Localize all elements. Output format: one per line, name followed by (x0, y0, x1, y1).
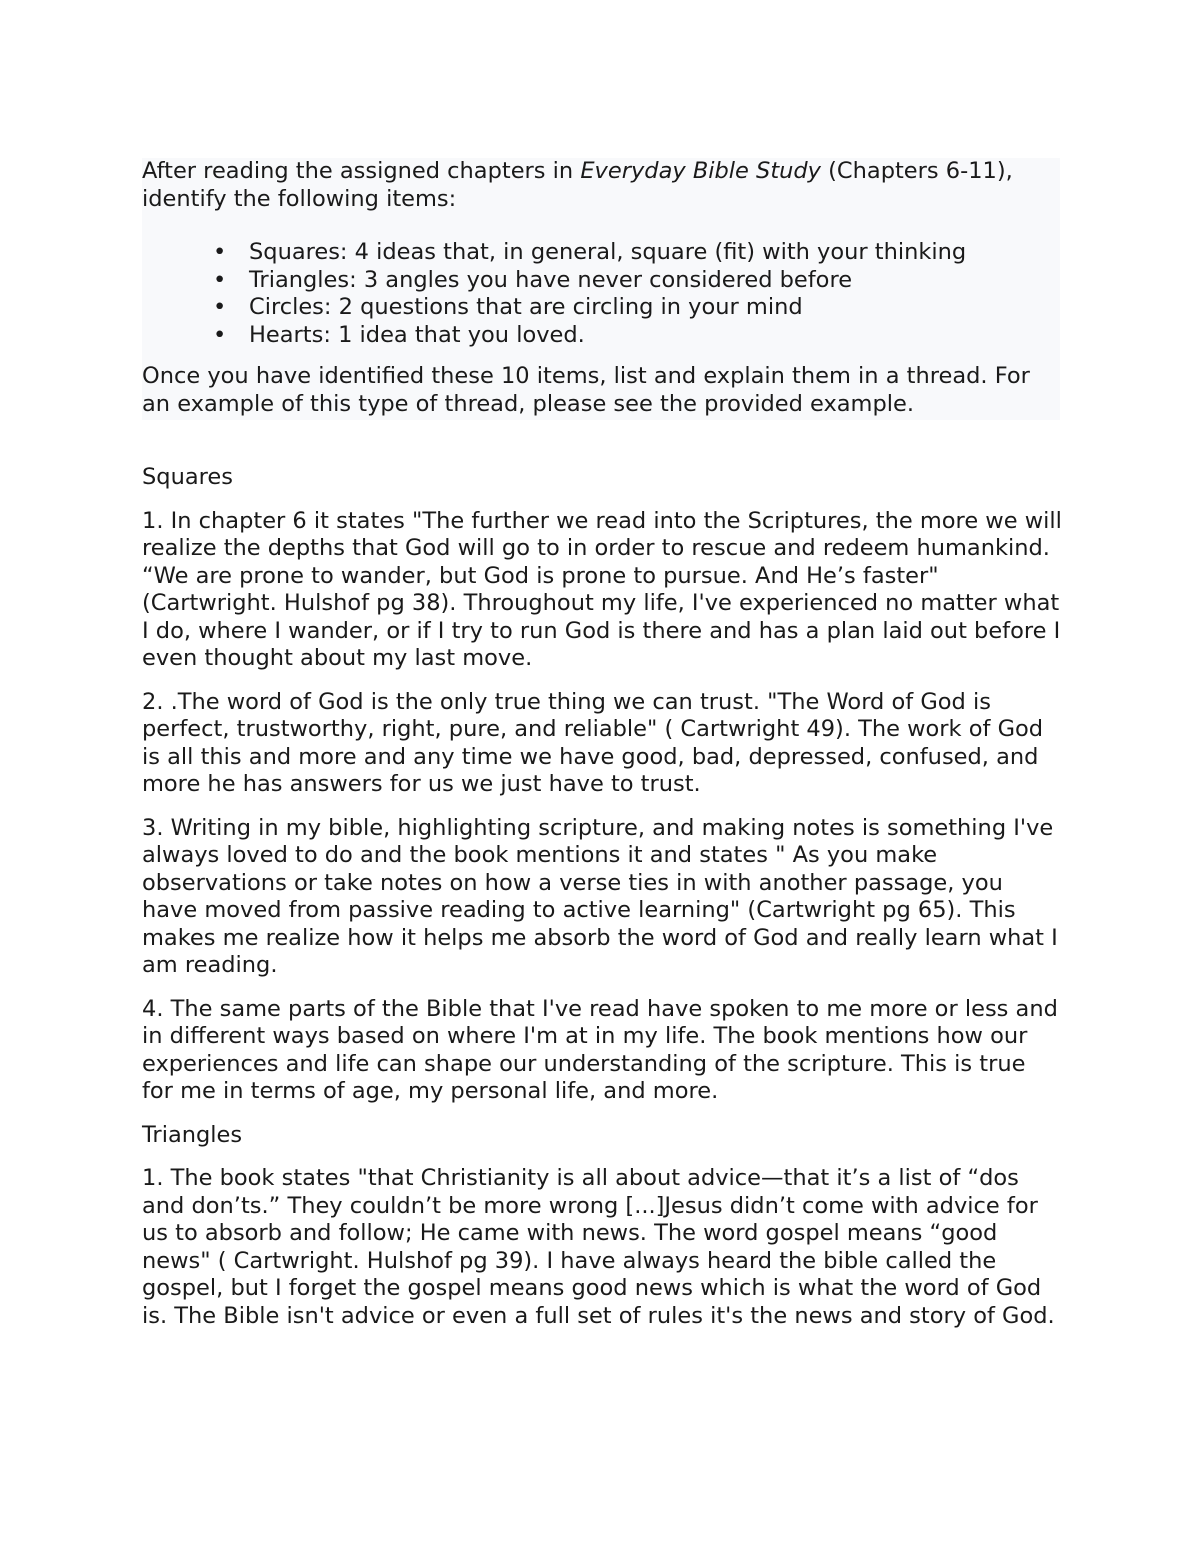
list-item (213, 239, 1060, 267)
bullet-icon: • (213, 266, 227, 293)
list-item-text: Hearts: 1 idea that you loved. (249, 321, 585, 348)
prompt-outro: Once you have identified these 10 items, list and explain them in a thread. For an example of this type of thread, please see the provided example. (142, 363, 1030, 417)
squares-heading: Squares (142, 464, 233, 490)
prompt-intro-after: (Chapters 6-11), identify the following items: (142, 158, 1013, 212)
bullet-icon: • (213, 294, 227, 320)
item-list (142, 239, 1060, 349)
list-item (213, 294, 1060, 322)
list-item (213, 321, 1060, 350)
document-page (142, 158, 1062, 1330)
list-item-text: Circles: 2 questions that are circling in your mind (249, 294, 803, 320)
triangles-heading: Triangles (142, 1121, 243, 1148)
bullet-icon: • (213, 239, 227, 265)
squares-paragraph-2: 2. .The word of God is the only true thing we can trust. "The Word of God is perfect, trustworthy, right, pure, and reliable" ( Cartwright 49). The work of God is all this and more and any time we have good, bad, depressed, confused, and more he has answers for us we just have to trust. (142, 688, 1044, 797)
squares-paragraph-3: 3. Writing in my bible, highlighting scripture, and making notes is something I've always loved to do and the book mentions it and states " As you make observations or take notes on how a verse ties in with another passage, you have moved from passive reading to active learning" (Cartwright pg 65). This makes me realize how it helps me absorb the word of God and really learn what I am reading. (142, 814, 1058, 978)
prompt-intro-before: After reading the assigned chapters in (142, 158, 581, 184)
bullet-icon: • (213, 321, 227, 348)
assignment-prompt (142, 158, 1060, 420)
list-item-text: Squares: 4 ideas that, in general, square (fit) with your thinking (249, 239, 967, 265)
squares-paragraph-1: 1. In chapter 6 it states "The further we read into the Scriptures, the more we will realize the depths that God will go to in order to rescue and redeem humankind. “We are prone to wander, but God is prone to pursue. And He’s faster" (Cartwright. Hulshof pg 38). Throughout my life, I've experienced no matter what I do, where I wander, or if I try to run God is there and has a plan laid out before I even thought about my last move. (142, 507, 1062, 671)
book-title: Everyday Bible Study (580, 158, 821, 184)
prompt-intro (142, 158, 1060, 213)
list-item (213, 266, 1060, 295)
triangles-paragraph-1: 1. The book states "that Christianity is all about advice—that it’s a list of “dos and don’ts.” They couldn’t be more wrong [...]Jesus didn’t come with advice for us to absorb and follow; He came with news. The word gospel means “good news" ( Cartwright. Hulshof pg 39). I have always heard the bible called the gospel, but I forget the gospel means good news which is what the word of God is. The Bible isn't advice or even a full set of rules it's the news and story of God. (142, 1165, 1055, 1329)
list-item-text: Triangles: 3 angles you have never considered before (249, 266, 853, 293)
squares-paragraph-4: 4. The same parts of the Bible that I've read have spoken to me more or less and in different ways based on where I'm at in my life. The book mentions how our experiences and life can shape our understanding of the scripture. This is true for me in terms of age, my personal life, and more. (142, 995, 1058, 1104)
